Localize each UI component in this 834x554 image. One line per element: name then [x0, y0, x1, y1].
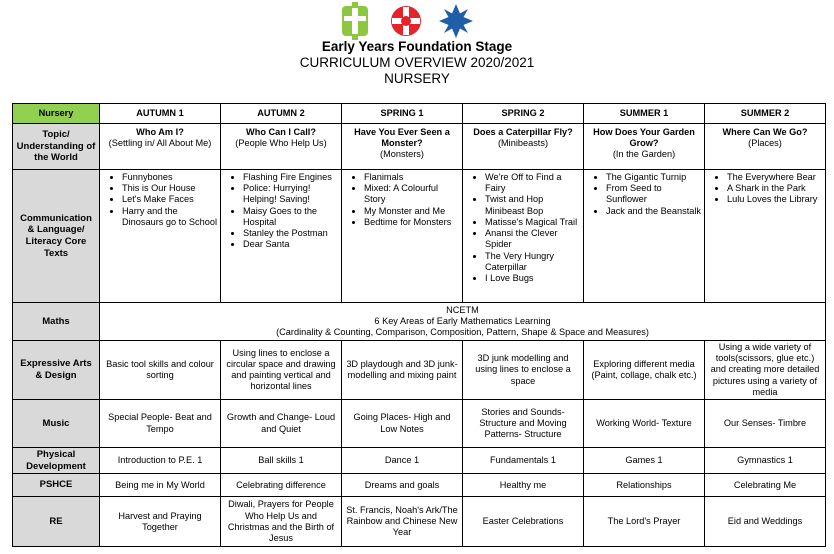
core-texts-cell [463, 170, 584, 303]
green-cross-logo-icon [342, 2, 368, 40]
book-list [106, 172, 218, 228]
topic-title: Who Can I Call? [246, 127, 316, 137]
pshce-cell: Healthy me [463, 474, 584, 497]
term-header: AUTUMN 1 [100, 104, 221, 124]
ead-cell: 3D playdough and 3D junk-modelling and mixing paint [342, 341, 463, 400]
terms-row [13, 104, 826, 124]
topic-cell [342, 124, 463, 170]
row-header-music: Music [13, 400, 100, 448]
book-title: • The Very Hungry Caterpillar [485, 251, 581, 273]
core-texts-cell [584, 170, 705, 303]
pshce-cell: Relationships [584, 474, 705, 497]
book-list [348, 172, 460, 228]
term-header: SPRING 1 [342, 104, 463, 124]
pd-cell: Introduction to P.E. 1 [100, 448, 221, 474]
maths-cell [100, 303, 826, 341]
book-title: • Anansi the Clever Spider [485, 228, 581, 250]
topic-subtitle: (Settling in/ All About Me) [108, 138, 212, 149]
topic-cell [100, 124, 221, 170]
book-list [590, 172, 702, 217]
term-header: SPRING 2 [463, 104, 584, 124]
topic-subtitle: (In the Garden) [612, 149, 676, 160]
book-title: • Lulu Loves the Library [727, 194, 823, 205]
re-row [13, 497, 826, 547]
ead-cell: Exploring different media (Paint, collage, chalk etc.) [584, 341, 705, 400]
book-title: • Dear Santa [243, 239, 339, 250]
core-texts-cell [221, 170, 342, 303]
topic-subtitle: (Places) [748, 138, 782, 149]
heading-class: NURSERY [384, 71, 450, 86]
maths-row [13, 303, 826, 341]
pshce-cell: Celebrating Me [705, 474, 826, 497]
book-title: • My Monster and Me [364, 206, 460, 217]
heading-title: Early Years Foundation Stage [321, 39, 513, 54]
book-title: • The Gigantic Turnip [606, 172, 702, 183]
row-header-pd: Physical Development [13, 448, 100, 474]
row-header-core-texts: Communication & Language/ Literacy Core Texts [13, 170, 100, 303]
core-texts-row [13, 170, 826, 303]
book-title: • We're Off to Find a Fairy [485, 172, 581, 194]
book-title: • Flanimals [364, 172, 460, 183]
maths-line: NCETM [446, 304, 479, 315]
book-title: • Twist and Hop Minibeast Bop [485, 194, 581, 216]
pd-cell: Games 1 [584, 448, 705, 474]
music-cell: Going Places- High and Low Notes [342, 400, 463, 448]
music-cell: Stories and Sounds- Structure and Moving Patterns- Structure [463, 400, 584, 448]
re-cell: Harvest and Praying Together [100, 497, 221, 547]
topic-row [13, 124, 826, 170]
book-title: • Bedtime for Monsters [364, 217, 460, 228]
topic-cell [463, 124, 584, 170]
book-list [711, 172, 823, 206]
topic-subtitle: (Monsters) [380, 149, 424, 160]
ead-cell: Basic tool skills and colour sorting [100, 341, 221, 400]
book-title: • Mixed: A Colourful Story [364, 183, 460, 205]
topic-cell [221, 124, 342, 170]
re-cell: Easter Celebrations [463, 497, 584, 547]
term-header: SUMMER 1 [584, 104, 705, 124]
re-cell: St. Francis, Noah's Ark/The Rainbow and Chinese New Year [342, 497, 463, 547]
pshce-cell: Celebrating difference [221, 474, 342, 497]
book-title: • This is Our House [122, 183, 218, 194]
row-header-topic: Topic/ Understanding of the World [13, 124, 100, 170]
maths-line: 6 Key Areas of Early Mathematics Learning [374, 315, 551, 326]
core-texts-cell [705, 170, 826, 303]
book-title: • I Love Bugs [485, 273, 581, 284]
music-cell: Our Senses- Timbre [705, 400, 826, 448]
book-title: • Police: Hurrying! Helping! Saving! [243, 183, 339, 205]
ead-row [13, 341, 826, 400]
ead-cell: Using lines to enclose a circular space and drawing and painting vertical and horizontal lines [221, 341, 342, 400]
book-title: • From Seed to Sunflower [606, 183, 702, 205]
pd-cell: Ball skills 1 [221, 448, 342, 474]
book-list [227, 172, 339, 251]
pd-cell: Fundamentals 1 [463, 448, 584, 474]
logos-svg [340, 2, 480, 40]
topic-title: Have You Ever Seen a Monster? [354, 127, 450, 149]
music-cell: Working World- Texture [584, 400, 705, 448]
book-title: • The Everywhere Bear [727, 172, 823, 183]
curriculum-table [12, 103, 826, 547]
row-header-ead: Expressive Arts & Design [13, 341, 100, 400]
heading-subtitle: CURRICULUM OVERVIEW 2020/2021 [299, 55, 535, 70]
pshce-cell: Dreams and goals [342, 474, 463, 497]
re-cell: Diwali, Prayers for People Who Help Us and Christmas and the Birth of Jesus [221, 497, 342, 547]
pd-cell: Dance 1 [342, 448, 463, 474]
pd-row [13, 448, 826, 474]
book-title: • Funnybones [122, 172, 218, 183]
core-texts-cell [342, 170, 463, 303]
ead-cell: 3D junk modelling and using lines to enclose a space [463, 341, 584, 400]
topic-title: Does a Caterpillar Fly? [473, 127, 573, 137]
red-cross-logo-icon [391, 6, 421, 36]
topic-subtitle: (People Who Help Us) [235, 138, 327, 149]
row-header-re: RE [13, 497, 100, 547]
ead-cell: Using a wide variety of tools(scissors, glue etc.) and creating more detailed pictures using a variety of media [705, 341, 826, 400]
term-header: SUMMER 2 [705, 104, 826, 124]
term-header: AUTUMN 2 [221, 104, 342, 124]
music-cell: Special People- Beat and Tempo [100, 400, 221, 448]
book-title: • Maisy Goes to the Hospital [243, 206, 339, 228]
row-header-maths: Maths [13, 303, 100, 341]
topic-cell [584, 124, 705, 170]
row-header-pshce: PSHCE [13, 474, 100, 497]
book-title: • Jack and the Beanstalk [606, 206, 702, 217]
pshce-cell: Being me in My World [100, 474, 221, 497]
book-title: • Harry and the Dinosaurs go to School [122, 206, 218, 228]
music-cell: Growth and Change- Loud and Quiet [221, 400, 342, 448]
topic-title: How Does Your Garden Grow? [593, 127, 695, 149]
book-title: • Matisse's Magical Trail [485, 217, 581, 228]
book-list [469, 172, 581, 284]
topic-cell [705, 124, 826, 170]
re-cell: The Lord's Prayer [584, 497, 705, 547]
pshce-row [13, 474, 826, 497]
book-title: • Stanley the Postman [243, 228, 339, 239]
book-title: • Let's Make Faces [122, 194, 218, 205]
topic-title: Who Am I? [136, 127, 184, 137]
music-row [13, 400, 826, 448]
core-texts-cell [100, 170, 221, 303]
book-title: • A Shark in the Park [727, 183, 823, 194]
corner-cell: Nursery [13, 104, 100, 124]
topic-title: Where Can We Go? [722, 127, 808, 137]
topic-subtitle: (Minibeasts) [497, 138, 549, 149]
book-title: • Flashing Fire Engines [243, 172, 339, 183]
pd-cell: Gymnastics 1 [705, 448, 826, 474]
re-cell: Eid and Weddings [705, 497, 826, 547]
school-logos [340, 2, 480, 40]
maths-line: (Cardinality & Counting, Comparison, Composition, Pattern, Shape & Space and Measures) [276, 327, 649, 338]
blue-star-cross-logo-icon [439, 4, 473, 38]
